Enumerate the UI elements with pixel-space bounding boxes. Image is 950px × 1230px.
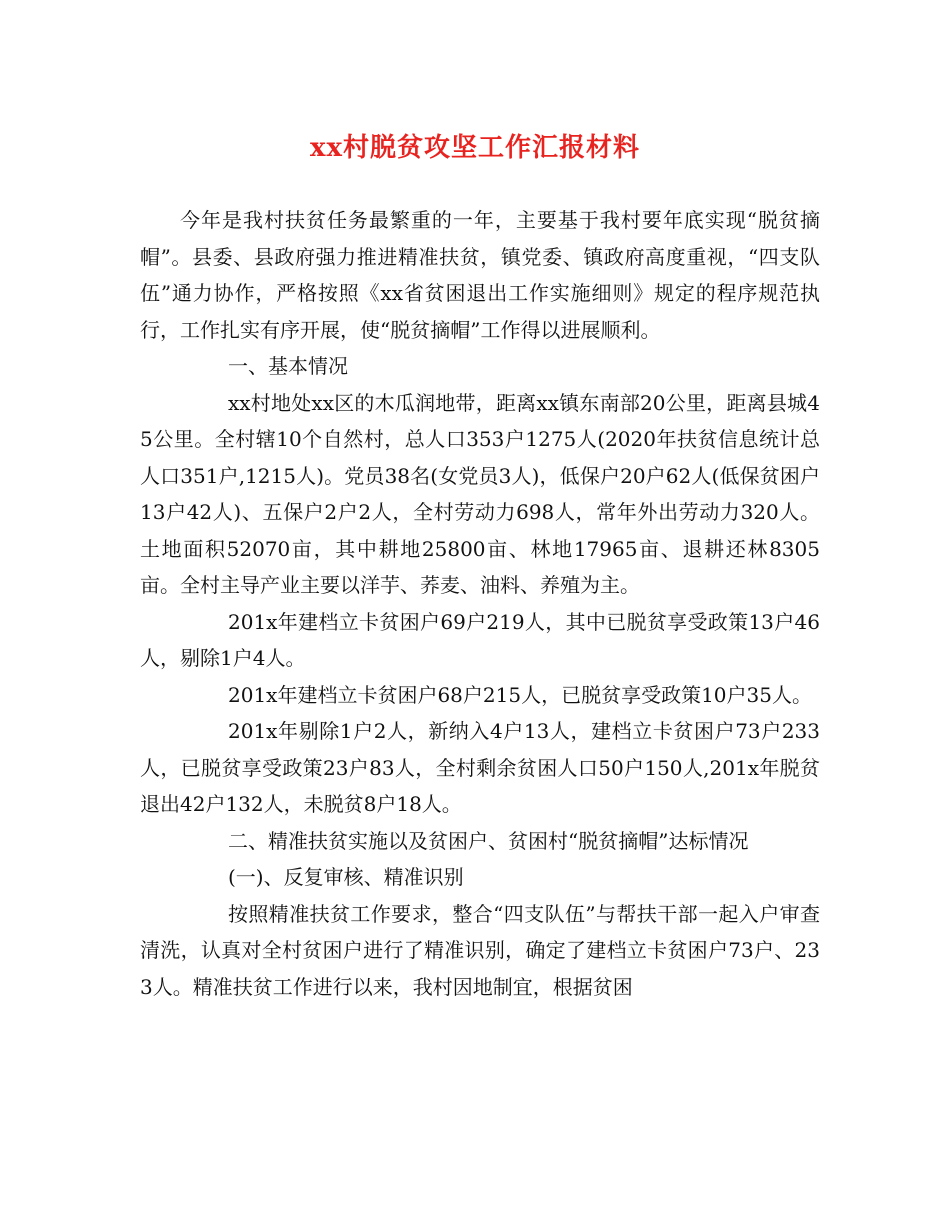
identification-paragraph: 按照精准扶贫工作要求，整合“四支队伍”与帮扶干部一起入户审查清洗，认真对全村贫困户进行了精准识别，确定了建档立卡贫困户73户、233人。精准扶贫工作进行以来，我村因地制宜，根据贫困 bbox=[140, 901, 820, 999]
intro-paragraph: 今年是我村扶贫任务最繁重的一年，主要基于我村要年底实现“脱贫摘帽”。县委、县政府强力推进精准扶贫，镇党委、镇政府高度重视，“四支队伍”通力协作，严格按照《xx省贫困退出工作实施细则》规定的程序规范执行，工作扎实有序开展，使“脱贫摘帽”工作得以进展顺利。 bbox=[140, 208, 820, 342]
subsection-heading-identification: (一)、反复审核、精准识别 bbox=[228, 865, 464, 889]
document-title: xx村脱贫攻坚工作汇报材料 bbox=[309, 133, 640, 163]
stats-paragraph-1: 201x年建档立卡贫困户69户219人，其中已脱贫享受政策13户46人，剔除1户4人。 bbox=[140, 609, 820, 670]
section-heading-basic-info: 一、基本情况 bbox=[228, 354, 348, 378]
document-body bbox=[140, 202, 820, 1005]
stats-paragraph-3: 201x年剔除1户2人，新纳入4户13人，建档立卡贫困户73户233人，已脱贫享受政策23户83人，全村剩余贫困人口50户150人,201x年脱贫退出42户132人，未脱贫8户18人。 bbox=[140, 719, 820, 816]
section-heading-poverty-alleviation: 二、精准扶贫实施以及贫困户、贫困村“脱贫摘帽”达标情况 bbox=[228, 828, 749, 853]
stats-paragraph-2: 201x年建档立卡贫困户68户215人，已脱贫享受政策10户35人。 bbox=[228, 682, 812, 707]
basic-info-paragraph: xx村地处xx区的木瓜润地带，距离xx镇东南部20公里，距离县城45公里。全村辖10个自然村，总人口353户1275人(2020年扶贫信息统计总人口351户,1215人)。党员38名(女党员3人)，低保户20户62人(低保贫困户13户42人)、五保户2户2人，全村劳动力698人，常年外出劳动力320人。土地面积52070亩，其中耕地25800亩、林地17965亩、退耕还林8305亩。全村主导产业主要以洋芋、荞麦、油料、养殖为主。 bbox=[140, 390, 820, 597]
